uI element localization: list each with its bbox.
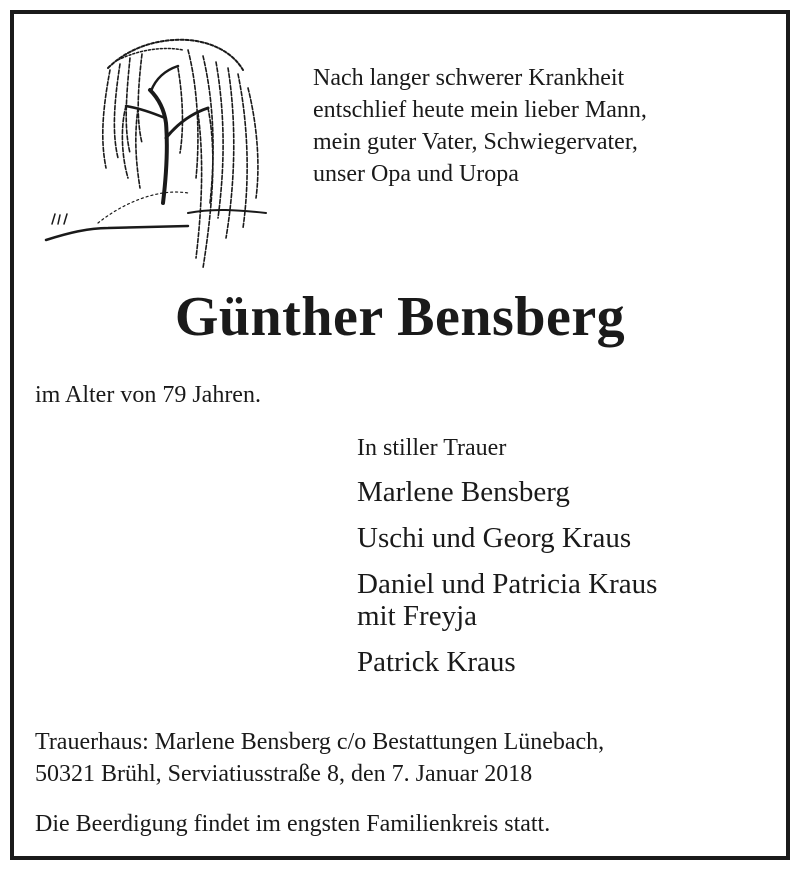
- intro-line: mein guter Vater, Schwiegervater,: [313, 129, 638, 155]
- mourner-sub: mit Freyja: [357, 600, 478, 632]
- intro-line: entschlief heute mein lieber Mann,: [313, 97, 647, 123]
- intro-text: [313, 62, 753, 190]
- funeral-note: Die Beerdigung findet im engsten Familienkreis statt.: [35, 811, 551, 837]
- mourner-item: Marlene Bensberg: [357, 476, 570, 508]
- mourner-item: Uschi und Georg Kraus: [357, 522, 632, 554]
- deceased-name: Günther Bensberg: [174, 286, 626, 348]
- age-line: im Alter von 79 Jahren.: [35, 382, 261, 408]
- mourners-list: [357, 476, 657, 692]
- mourning-house-address: [35, 726, 604, 790]
- weeping-willow-icon: [38, 28, 278, 278]
- address-line: 50321 Brühl, Serviatiusstraße 8, den 7. Januar 2018: [35, 761, 533, 787]
- mourning-heading: In stiller Trauer: [357, 435, 507, 461]
- address-line: Trauerhaus: Marlene Bensberg c/o Bestattungen Lünebach,: [35, 729, 605, 755]
- mourner-name: Daniel und Patricia Kraus: [357, 568, 658, 600]
- mourner-item: Patrick Kraus: [357, 646, 516, 678]
- mourner-item: [357, 568, 657, 632]
- intro-line: Nach langer schwerer Krankheit: [313, 65, 625, 91]
- intro-line: unser Opa und Uropa: [313, 161, 519, 187]
